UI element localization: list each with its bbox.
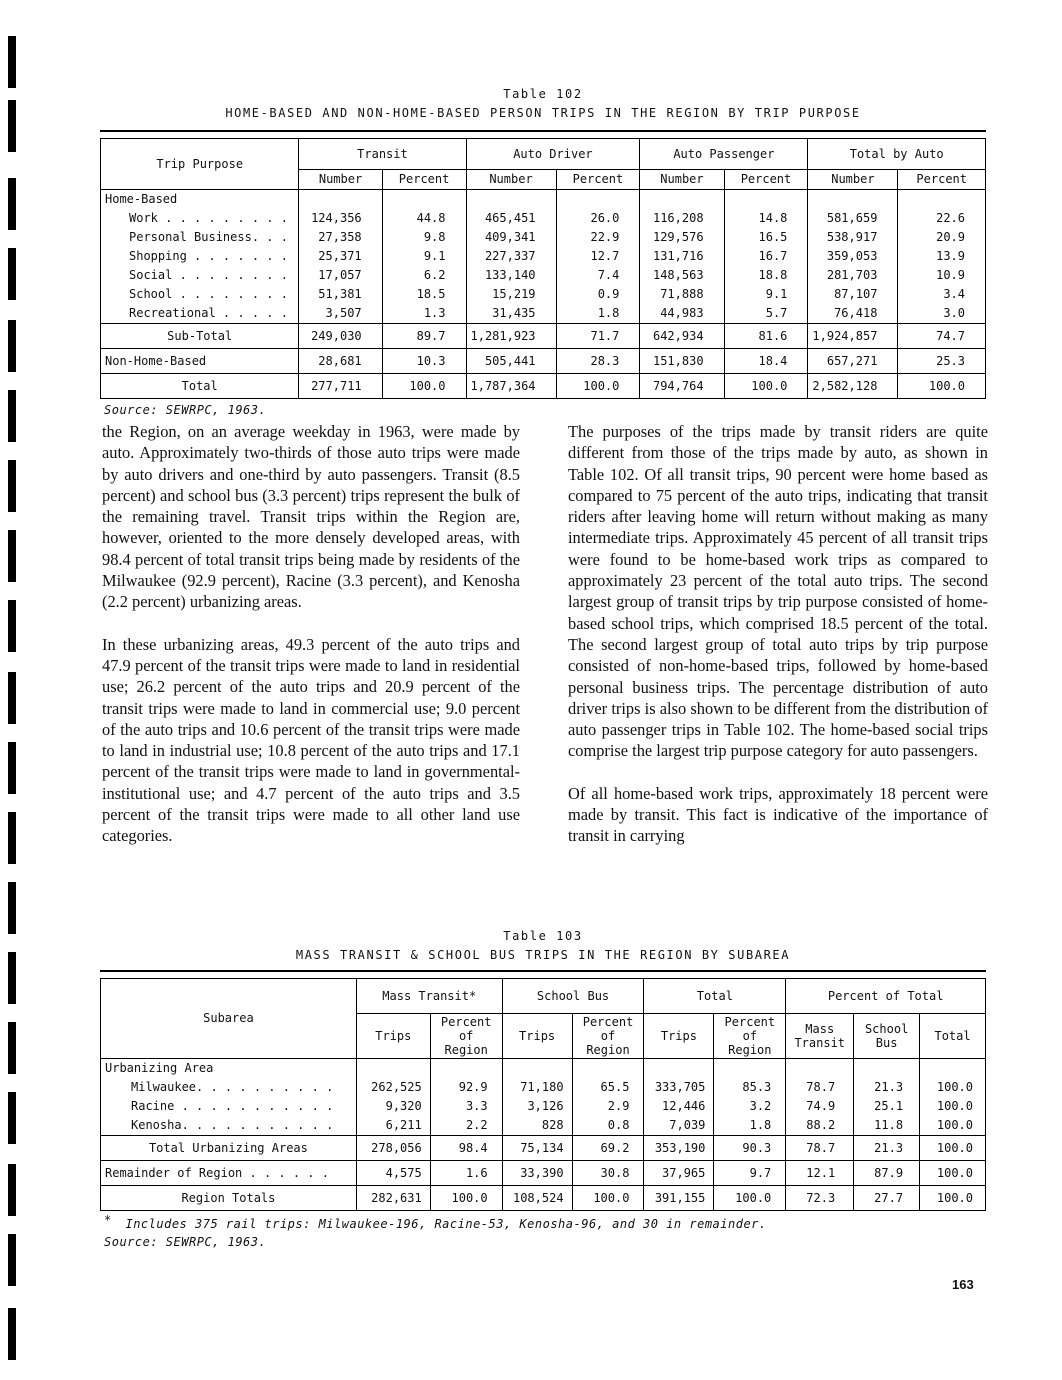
section-urbanizing-area: Urbanizing Area: [101, 1059, 357, 1079]
table-103: [100, 978, 986, 1211]
table-103-footnote: [104, 1213, 767, 1231]
group-school-bus: School Bus: [502, 979, 644, 1014]
remainder-row: Remainder of Region . . . . . . 4,575 1.6 33,390 30.8 37,965 9.7 12.1 87.9 100.0: [101, 1161, 986, 1186]
total-row: Total 277,711 100.0 1,787,364 100.0 794,764 100.0 2,582,128 100.0: [101, 374, 986, 399]
table-102: [100, 138, 986, 399]
subhead-number: Number: [640, 170, 724, 190]
page-number: 163: [952, 1277, 974, 1292]
subhead-percent-of-region: Percent of Region: [430, 1014, 502, 1059]
subhead-percent: Percent: [898, 170, 986, 190]
subhead-number: Number: [466, 170, 556, 190]
group-transit: Transit: [299, 139, 466, 170]
subhead-percent-of-region: Percent of Region: [714, 1014, 786, 1059]
table-row: Work . . . . . . . . . 124,356 44.8 465,451 26.0 116,208 14.8 581,659 22.6: [101, 209, 986, 228]
table-row: Social . . . . . . . . 17,057 6.2 133,140 7.4 148,563 18.8 281,703 10.9: [101, 266, 986, 285]
subhead-percent: Percent: [382, 170, 466, 190]
table-row: Shopping . . . . . . . 25,371 9.1 227,337 12.7 131,716 16.7 359,053 13.9: [101, 247, 986, 266]
subhead-number: Number: [299, 170, 382, 190]
region-totals-row: Region Totals 282,631 100.0 108,524 100.0 391,155 100.0 72.3 27.7 100.0: [101, 1186, 986, 1211]
subhead-trips: Trips: [644, 1014, 714, 1059]
footnote-mark: *: [104, 1213, 112, 1227]
table-row: Racine . . . . . . . . . . . 9,320 3.3 3,126 2.9 12,446 3.2 74.9 25.1 100.0: [101, 1097, 986, 1116]
table-row: Milwaukee. . . . . . . . . . 262,525 92.9 71,180 65.5 333,705 85.3 78.7 21.3 100.0: [101, 1078, 986, 1097]
table-103-number: Table 103: [503, 929, 583, 943]
subhead-total: Total: [920, 1014, 986, 1059]
table-102-title: HOME-BASED AND NON-HOME-BASED PERSON TRIPS IN THE REGION BY TRIP PURPOSE: [225, 106, 861, 120]
section-home-based: Home-Based: [101, 190, 299, 210]
table-row: Recreational . . . . . 3,507 1.3 31,435 1.8 44,983 5.7 76,418 3.0: [101, 304, 986, 324]
table-103-rule: [100, 970, 986, 972]
paragraph: The purposes of the trips made by transit riders are quite different from those of the trips made by auto, as shown in Table 102. Of all transit trips, 90 percent were home based as compared to 75 percent of the auto trips, indicating that transit riders after leaving home will return without making as many intermediate trips. Approximately 45 percent of all transit trips were found to be home-based work trips as compared to approximately 23 percent of the total auto trips. The second largest group of transit trips by trip purpose consisted of home-based school trips, which comprised 18.5 percent of the total. The second largest group of total auto trips by trip purpose consisted of non-home-based trips, followed by home-based personal business trips. The percentage distribution of auto driver trips is also shown to be different from the distribution of auto passenger trips in Table 102. The home-based social trips comprise the largest trip purpose category for auto passengers.: [568, 422, 988, 761]
subtotal-row: Sub-Total 249,030 89.7 1,281,923 71.7 642,934 81.6 1,924,857 74.7: [101, 324, 986, 349]
subhead-school-bus: School Bus: [854, 1014, 920, 1059]
table-103-title: MASS TRANSIT & SCHOOL BUS TRIPS IN THE REGION BY SUBAREA: [295, 948, 791, 962]
subhead-percent: Percent: [724, 170, 808, 190]
right-text-column: [568, 421, 988, 868]
group-total: Total: [644, 979, 786, 1014]
subhead-trips: Trips: [356, 1014, 430, 1059]
paragraph: In these urbanizing areas, 49.3 percent of the auto trips and 47.9 percent of the transit trips were made to land in residential use; 26.2 percent of the auto trips and 20.9 percent of the transit trips were made to land in commercial use; 9.0 percent of the auto trips and 10.6 percent of the transit trips were made to land in industrial use; 10.8 percent of the auto trips and 17.1 percent of the transit trips were made to land in governmental-institutional use; and 4.7 percent of the auto trips and 3.5 percent of the transit trips were made to all other land use categories.: [102, 634, 520, 846]
group-auto-driver: Auto Driver: [466, 139, 640, 170]
col-trip-purpose: Trip Purpose: [101, 139, 299, 190]
table-102-source: Source: SEWRPC, 1963.: [104, 403, 267, 417]
subhead-percent-of-region: Percent of Region: [572, 1014, 644, 1059]
col-subarea: Subarea: [101, 979, 357, 1059]
left-text-column: [102, 421, 520, 868]
paragraph: the Region, on an average weekday in 1963, were made by auto. Approximately two-thirds of those auto trips were made by auto drivers and one-third by auto passengers. Transit (8.5 percent) and school bus (3.3 percent) trips represent the bulk of the remaining travel. Transit trips within the Region are, however, oriented to the more densely developed areas, with 98.4 percent of total transit trips being made by residents of the Milwaukee (92.9 percent), Racine (3.3 percent), and Kenosha (2.2 percent) urbanizing areas.: [102, 422, 520, 612]
group-auto-passenger: Auto Passenger: [640, 139, 808, 170]
non-home-based-row: Non-Home-Based 28,681 10.3 505,441 28.3 151,830 18.4 657,271 25.3: [101, 349, 986, 374]
table-row: Personal Business. . . 27,358 9.8 409,341 22.9 129,576 16.5 538,917 20.9: [101, 228, 986, 247]
table-row: Kenosha. . . . . . . . . . . 6,211 2.2 828 0.8 7,039 1.8 88.2 11.8 100.0: [101, 1116, 986, 1136]
subhead-trips: Trips: [502, 1014, 572, 1059]
subhead-percent: Percent: [556, 170, 640, 190]
paragraph: Of all home-based work trips, approximately 18 percent were made by transit. This fact is indicative of the importance of transit in carrying: [568, 783, 988, 846]
total-urbanizing-row: Total Urbanizing Areas 278,056 98.4 75,134 69.2 353,190 90.3 78.7 21.3 100.0: [101, 1136, 986, 1161]
table-102-rule: [100, 130, 986, 132]
group-total-by-auto: Total by Auto: [808, 139, 986, 170]
table-102-number: Table 102: [503, 87, 583, 101]
table-103-source: Source: SEWRPC, 1963.: [104, 1235, 267, 1249]
table-row: School . . . . . . . . 51,381 18.5 15,219 0.9 71,888 9.1 87,107 3.4: [101, 285, 986, 304]
group-mass-transit: Mass Transit*: [356, 979, 502, 1014]
subhead-number: Number: [808, 170, 898, 190]
group-percent-of-total: Percent of Total: [786, 979, 986, 1014]
binding-marks: [8, 0, 20, 1380]
footnote-text: Includes 375 rail trips: Milwaukee-196, Racine-53, Kenosha-96, and 30 in remainder.: [125, 1217, 767, 1231]
subhead-mass-transit: Mass Transit: [786, 1014, 854, 1059]
